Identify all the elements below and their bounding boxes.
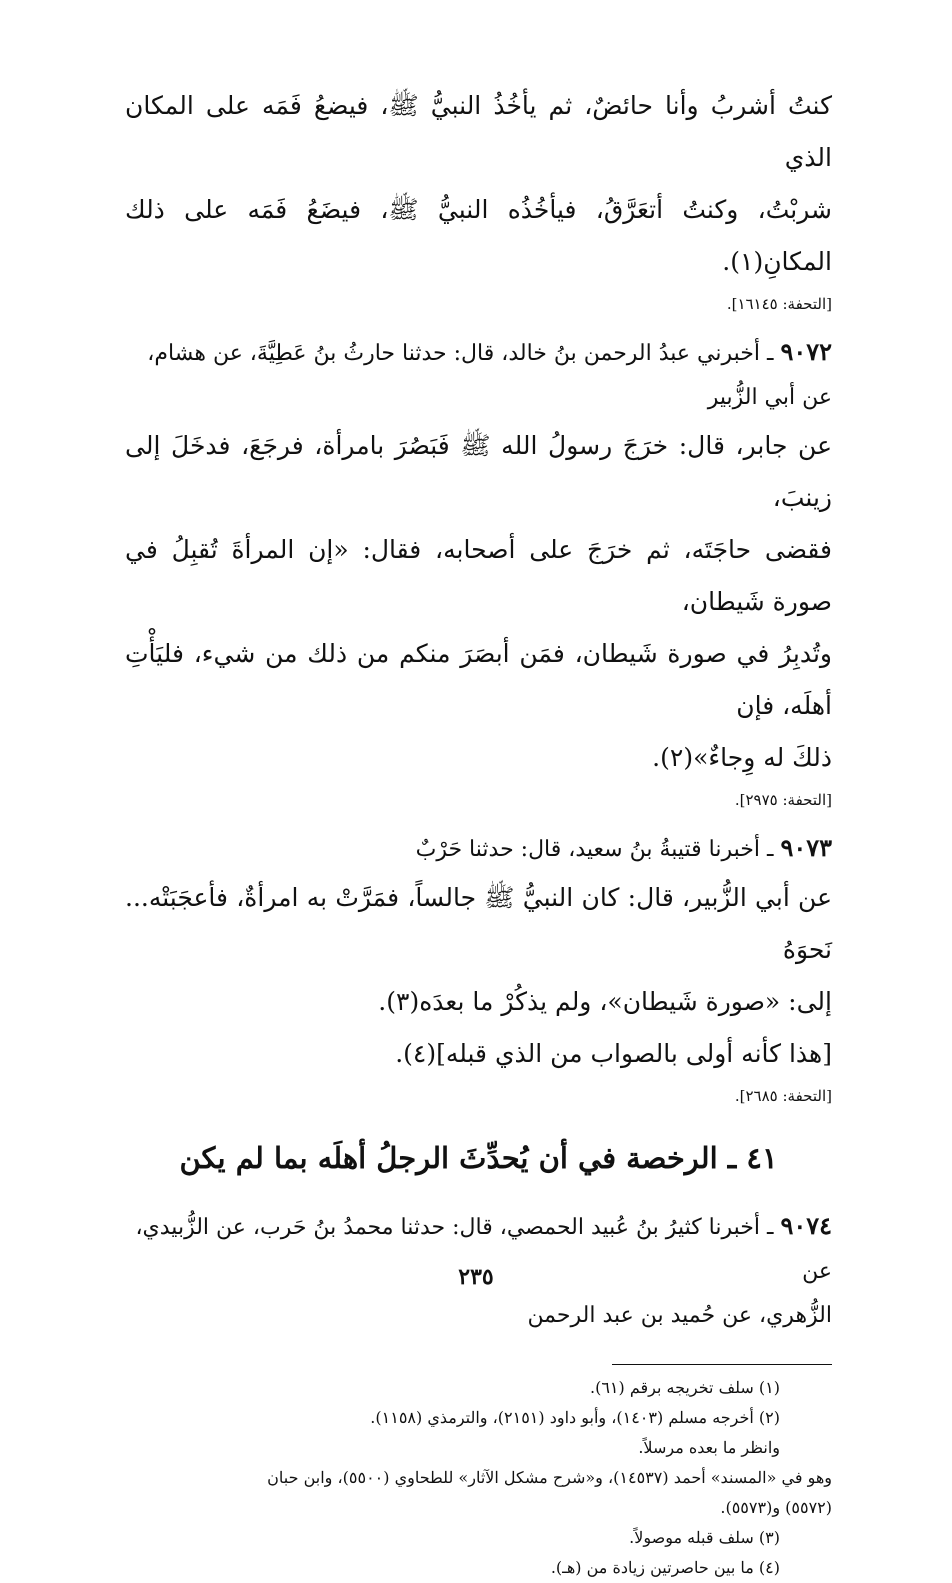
footnote: (٣) سلف قبله موصولاً. [629,1528,780,1547]
hadith-number: ٩٠٧٤ [780,1211,832,1240]
isnad-text: ـ أخبرني عبدُ الرحمن بنُ خالد، قال: حدثنا حارثُ بنُ عَطِيَّةَ، عن هشام، [147,341,774,366]
tuhfa-reference: [التحفة: ٢٩٧٥]. [734,791,832,809]
tuhfa-reference: [التحفة: ٢٦٨٥]. [734,1087,832,1105]
page-content [125,80,832,1583]
hadith-number: ٩٠٧٣ [780,833,832,862]
hadith-number: ٩٠٧٢ [780,337,832,366]
footnote: (٤) ما بين حاصرتين زيادة من (هـ). [550,1558,780,1577]
tuhfa-reference: [التحفة: ١٦١٤٥]. [726,295,832,313]
footnote: وهو في «المسند» أحمد (١٤٥٣٧)، و«شرح مشكل الآثار» للطحاوي (٥٥٠٠)، وابن حبان [267,1468,832,1487]
isnad-text: ـ أخبرنا كثيرُ بنُ عُبيد الحمصي، قال: حدثنا محمدُ بنُ حَرب، عن الزُّبيدي، عن [135,1215,832,1284]
text-line: عن أبي الزُّبير، قال: كان النبيُّ ﷺ جالساً، فمَرَّتْ به امرأةٌ، فأعجَبَتْه... نَحوَهُ [125,883,833,964]
chapter-heading: ٤١ ـ الرخصة في أن يُحدِّثَ الرجلُ أهلَه بما لم يكن [179,1141,778,1175]
isnad-text: عن أبي الزُّبير [707,385,832,410]
text-line: كنتُ أشربُ وأنا حائضٌ، ثم يأخُذُ النبيُّ ﷺ، فيضعُ فَمَه على المكان الذي [125,91,832,172]
text-line: إلى: «صورة شَيطان»، ولم يذكُرْ ما بعدَه(٣). [378,987,832,1016]
isnad-text: ـ أخبرنا قتيبةُ بنُ سعيد، قال: حدثنا حَرْبٌ [415,837,774,862]
isnad-text: الزُّهري، عن حُميد بن عبد الرحمن [527,1303,832,1328]
footnote: (٥٥٧٢) و(٥٥٧٣). [720,1498,832,1517]
footnotes [125,1373,832,1583]
text-line: فقضى حاجَتَه، ثم خرَجَ على أصحابه، فقال: «إن المرأةَ تُقبِلُ في صورة شَيطان، [125,535,832,616]
footnote-divider [612,1364,832,1365]
text-line: شربْتُ، وكنتُ أتعَرَّقُ، فيأخُذُه النبيُّ ﷺ، فيضَعُ فَمَه على ذلك المكانِ(١). [125,195,832,276]
page-number: ٢٣٥ [458,1264,494,1290]
text-line: [هذا كأنه أولى بالصواب من الذي قبله](٤). [395,1039,832,1068]
text-line: ذلكَ له وِجاءٌ»(٢). [652,743,832,772]
footnote: وانظر ما بعده مرسلاً. [638,1438,780,1457]
text-line: عن جابر، قال: خرَجَ رسولُ الله ﷺ فَبَصُرَ بامرأة، فرجَعَ، فدخَلَ إلى زينبَ، [125,431,832,512]
hadith-9072-header [125,330,832,376]
hadith-9073-header [125,826,832,872]
footnote: (٢) أخرجه مسلم (١٤٠٣)، وأبو داود (٢١٥١)، والترمذي (١١٥٨). [370,1408,780,1427]
footnote: (١) سلف تخريجه برقم (٦١). [590,1378,780,1397]
text-line: وتُدبِرُ في صورة شَيطان، فمَن أبصَرَ منكم من ذلك من شيء، فليَأْتِ أهلَه، فإن [125,639,832,720]
